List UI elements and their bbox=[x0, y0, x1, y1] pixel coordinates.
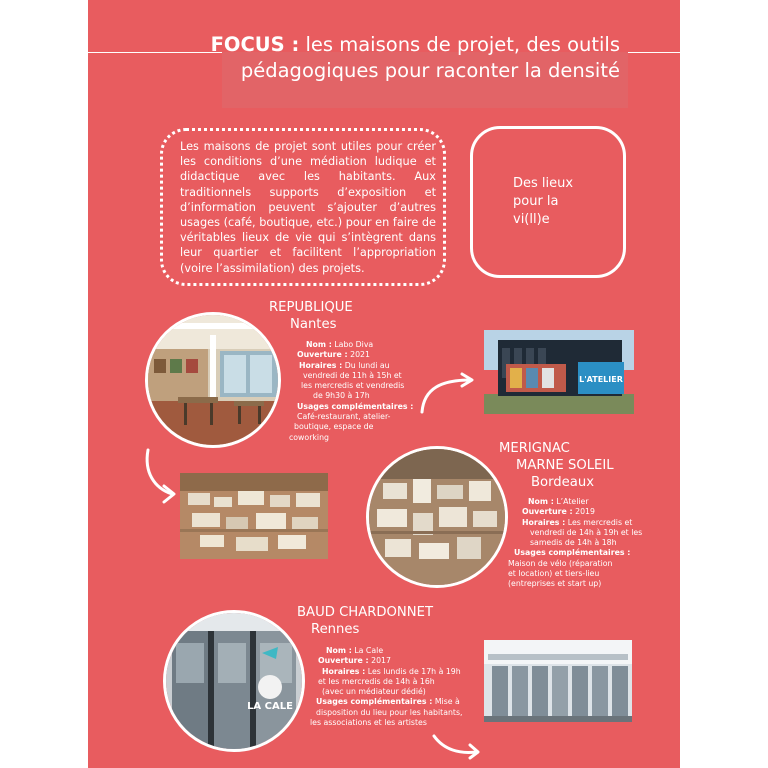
title-line-1: les maisons de projet, des outils bbox=[299, 33, 620, 56]
label-horaires: Horaires : bbox=[522, 517, 566, 527]
republique-horaires-1: Du lundi au bbox=[344, 360, 390, 370]
arrow-up-right-icon bbox=[418, 372, 482, 416]
label-nom: Nom : bbox=[528, 497, 554, 506]
merignac-horaires-1: Les mercredis et bbox=[567, 517, 633, 527]
baud-usages-2: disposition du lieu pour les habitants, bbox=[316, 707, 463, 717]
republique-heading bbox=[269, 299, 353, 333]
baud-horaires-2: et les mercredis de 14h à 16h bbox=[318, 676, 435, 686]
poster-page bbox=[88, 0, 680, 768]
baud-ouverture: 2017 bbox=[371, 656, 391, 666]
merignac-city: Bordeaux bbox=[531, 475, 595, 490]
urban-model-image bbox=[180, 473, 328, 559]
intro-text: Les maisons de projet sont utiles pour créer les conditions d’une médiation ludique et didactique avec les habitants. Aux traditionnels supports d’exposition et d’information peuvent s’ajouter d’autres usages (café, boutique, etc.) pour en faire de véritables lieux de vie qui s’intègrent dans leur quartier et facilitent l’appropriation (voire l’assimilation) des projets. bbox=[180, 140, 436, 275]
republique-ouverture: 2021 bbox=[350, 350, 370, 360]
label-ouverture: Ouverture : bbox=[318, 656, 369, 666]
label-usages: Usages complémentaires : bbox=[316, 697, 433, 707]
callout-line-3: vi(ll)e bbox=[513, 212, 550, 227]
merignac-horaires-3: samedis de 14h à 18h bbox=[530, 538, 617, 548]
district-model-image bbox=[369, 449, 505, 585]
callout-text bbox=[513, 175, 573, 229]
label-ouverture: Ouverture : bbox=[297, 350, 348, 360]
page-title bbox=[211, 32, 620, 84]
la-cale-sign: LA CALE bbox=[247, 701, 293, 712]
merignac-usages-1: Maison de vélo (réparation bbox=[508, 558, 613, 568]
label-usages: Usages complémentaires : bbox=[514, 548, 631, 558]
callout-line-1: Des lieux bbox=[513, 176, 574, 191]
label-horaires: Horaires : bbox=[299, 360, 343, 370]
title-focus: FOCUS : bbox=[210, 33, 300, 56]
label-nom: Nom : bbox=[306, 340, 332, 349]
merignac-model-photo bbox=[366, 446, 508, 588]
atelier-building-image bbox=[484, 330, 634, 414]
baud-photo bbox=[163, 610, 305, 752]
callout-line-2: pour la bbox=[513, 194, 559, 209]
republique-horaires-4: de 9h30 à 17h bbox=[313, 391, 370, 401]
merignac-usages-3: (entreprises et start up) bbox=[508, 579, 602, 589]
baud-heading bbox=[297, 604, 433, 638]
atelier-sign: L'ATELIER bbox=[579, 375, 623, 384]
merignac-info bbox=[508, 497, 642, 590]
merignac-ouverture: 2019 bbox=[575, 507, 595, 517]
la-cale-facade-image bbox=[166, 613, 302, 749]
republique-horaires-3: les mercredis et vendredis bbox=[301, 381, 405, 391]
merignac-building-photo bbox=[484, 330, 634, 414]
republique-horaires-2: vendredi de 11h à 15h et bbox=[303, 370, 402, 380]
merignac-horaires-2: vendredi de 14h à 19h et les bbox=[530, 527, 643, 537]
label-usages: Usages complémentaires : bbox=[297, 401, 414, 411]
republique-name: REPUBLIQUE bbox=[269, 300, 353, 315]
republique-city: Nantes bbox=[290, 317, 337, 332]
label-nom: Nom : bbox=[326, 646, 352, 655]
merignac-usages-2: et location) et tiers-lieu bbox=[508, 569, 600, 579]
baud-horaires-1: Les lundis de 17h à 19h bbox=[367, 666, 461, 676]
merignac-name-2: MARNE SOLEIL bbox=[516, 458, 614, 473]
republique-info bbox=[289, 340, 413, 443]
merignac-heading bbox=[499, 440, 614, 491]
baud-building-photo bbox=[484, 640, 632, 722]
republique-nom: Labo Diva bbox=[334, 340, 374, 349]
cafe-interior-image bbox=[148, 315, 278, 445]
baud-city: Rennes bbox=[311, 622, 360, 637]
republique-usages-3: coworking bbox=[289, 432, 329, 442]
label-ouverture: Ouverture : bbox=[522, 507, 573, 517]
baud-nom: La Cale bbox=[354, 646, 384, 655]
republique-usages-1: Café-restaurant, atelier- bbox=[297, 412, 391, 422]
baud-name: BAUD CHARDONNET bbox=[297, 605, 434, 620]
baud-horaires-3: (avec un médiateur dédié) bbox=[322, 687, 426, 697]
republique-photo bbox=[145, 312, 281, 448]
merignac-name-1: MERIGNAC bbox=[499, 441, 570, 456]
republique-model-photo bbox=[180, 473, 328, 559]
arrow-down-right-icon bbox=[142, 446, 182, 504]
baud-usages-3: les associations et les artistes bbox=[310, 718, 427, 728]
baud-usages-1: Mise à bbox=[434, 697, 460, 707]
merignac-nom: L’Atelier bbox=[556, 497, 589, 506]
arrow-bottom-right-icon bbox=[430, 730, 486, 760]
title-rule-left bbox=[88, 52, 224, 53]
republique-usages-2: boutique, espace de bbox=[294, 422, 374, 432]
label-horaires: Horaires : bbox=[322, 666, 366, 676]
modern-building-image bbox=[484, 640, 632, 722]
title-line-2: pédagogiques pour raconter la densité bbox=[240, 59, 620, 82]
baud-info bbox=[310, 646, 463, 728]
